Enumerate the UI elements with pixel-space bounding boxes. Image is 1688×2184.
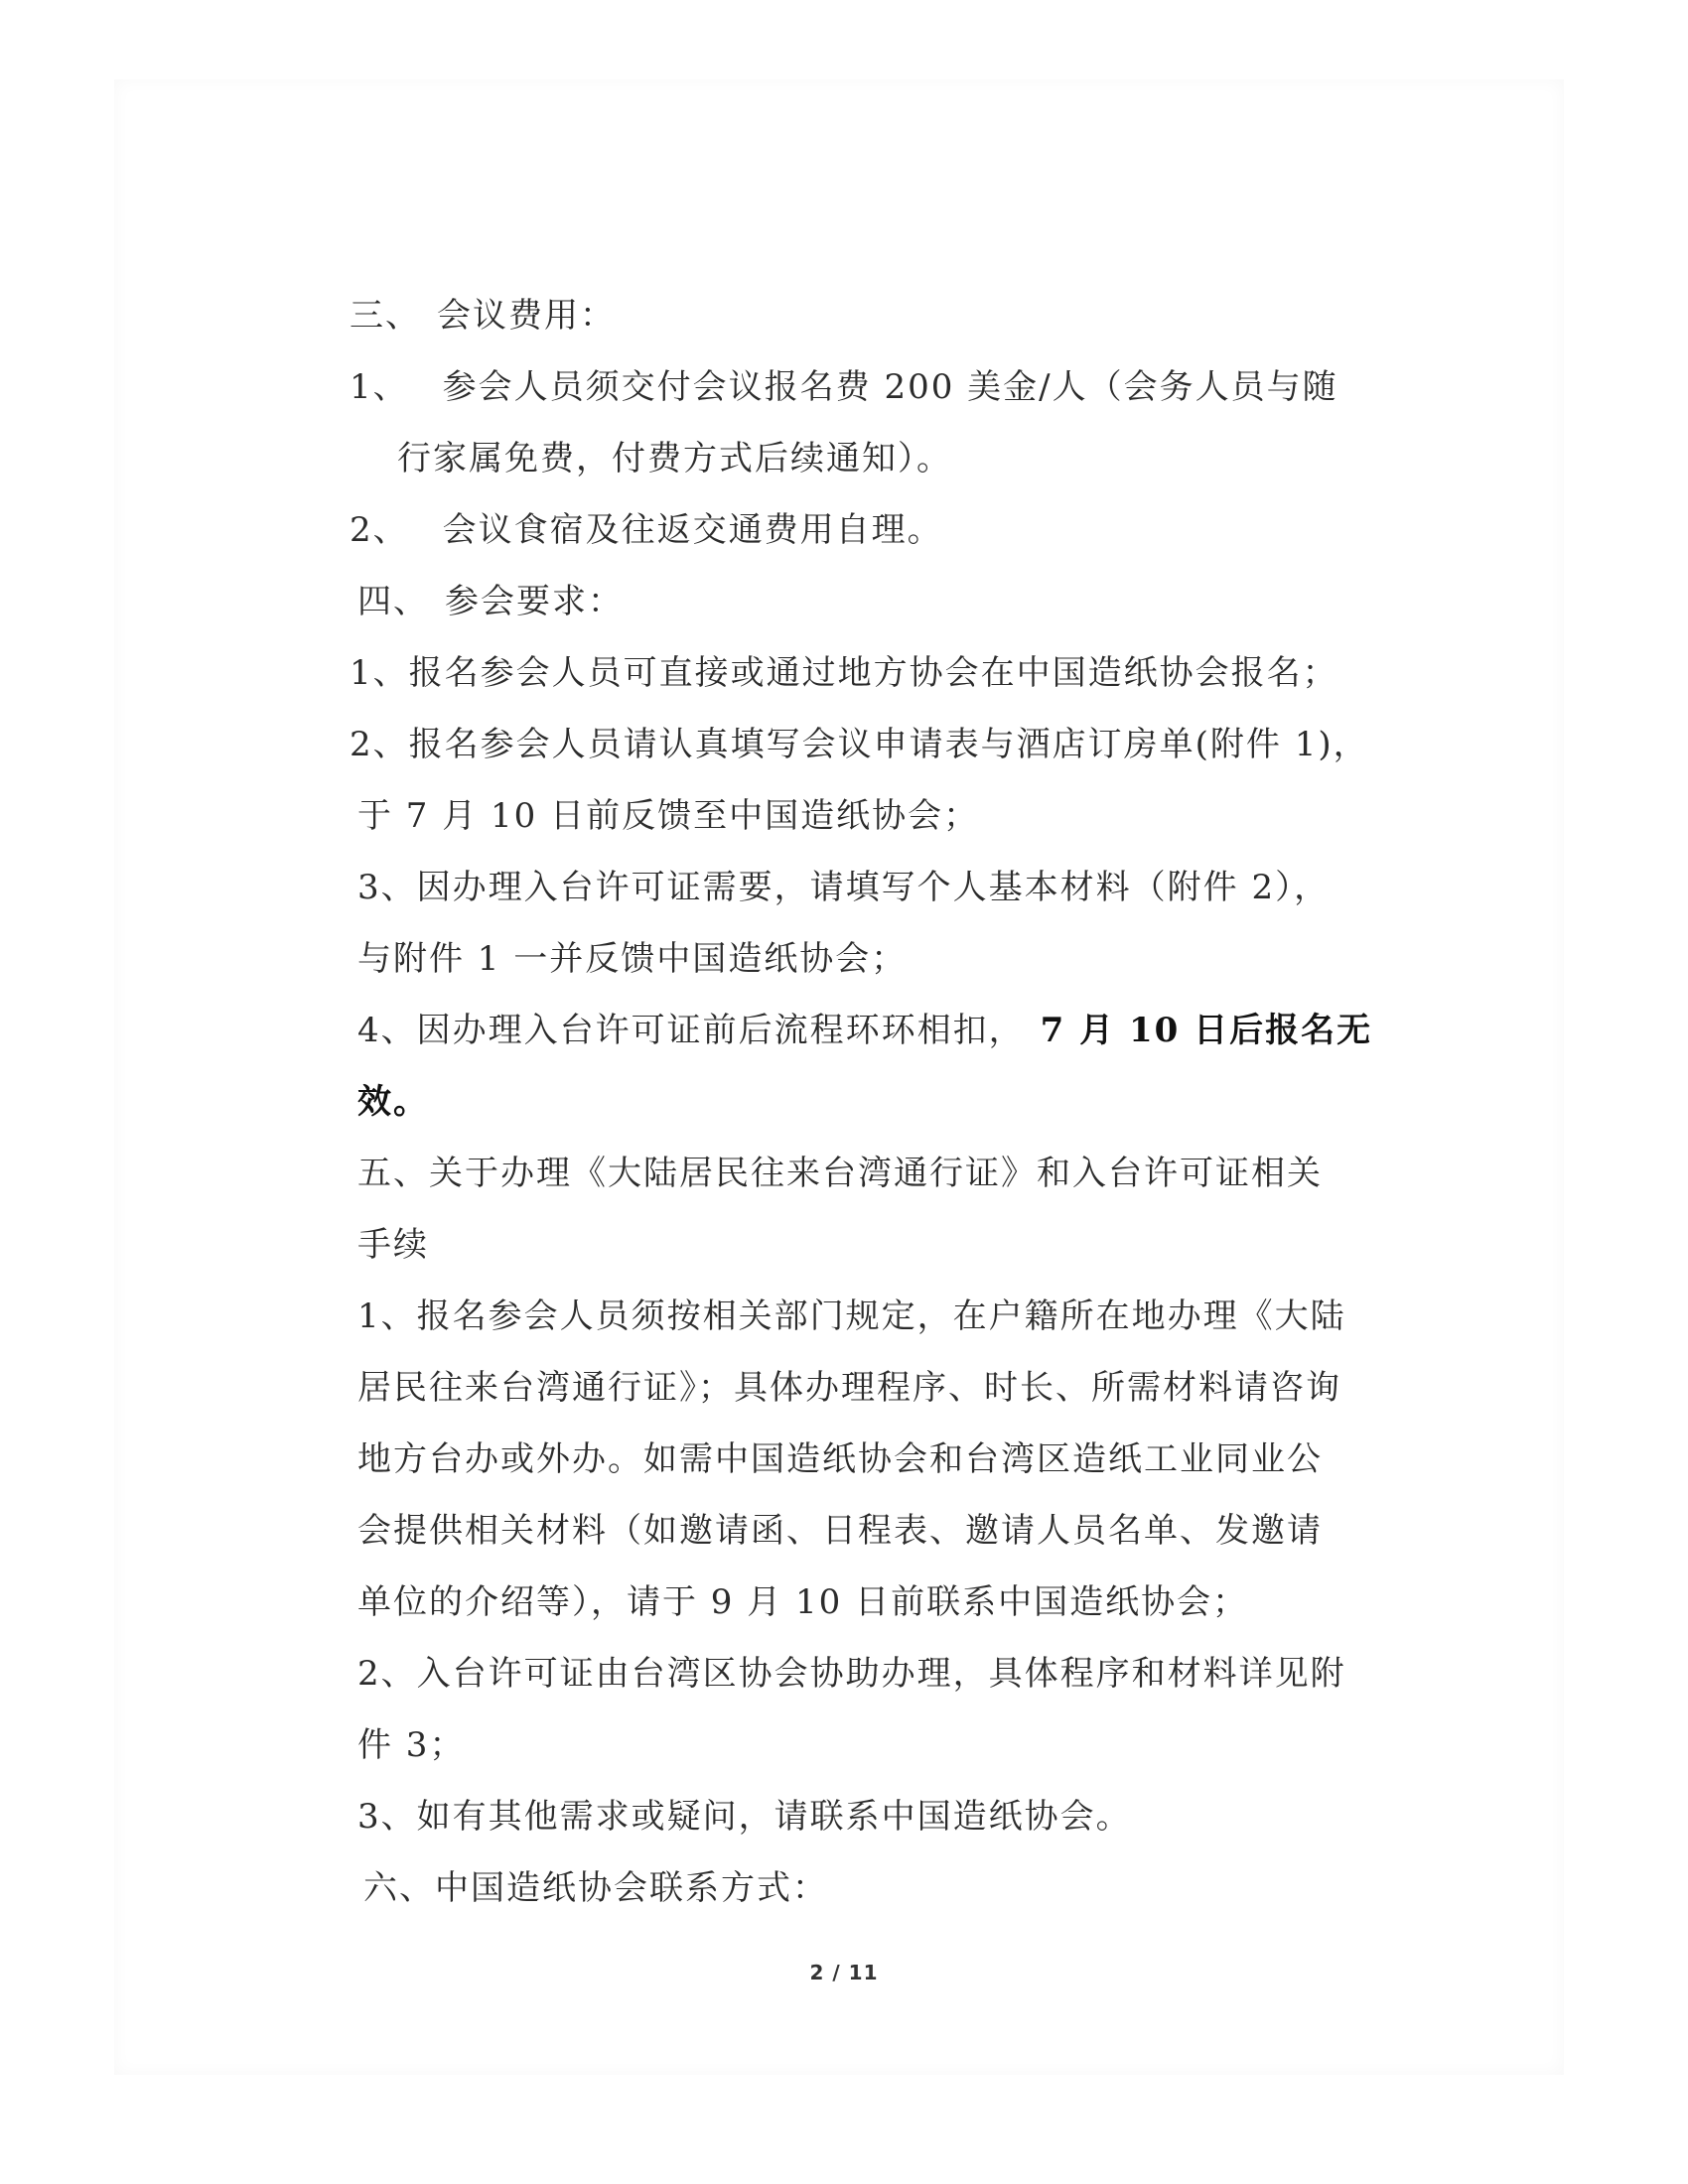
section5-heading-line2: 手续 [357, 1225, 429, 1265]
section5-heading-line1: 五、关于办理《大陆居民往来台湾通行证》和入台许可证相关 [357, 1154, 1323, 1193]
section3-item2-number: 2、 [350, 510, 409, 550]
section5-item1-line4: 会提供相关材料（如邀请函、日程表、邀请人员名单、发邀请 [357, 1511, 1323, 1551]
section5-item3: 3、如有其他需求或疑问，请联系中国造纸协会。 [357, 1797, 1132, 1837]
section3-title: 会议费用： [437, 296, 616, 336]
section4-item4-line2: 效。 [357, 1082, 429, 1122]
section3-item1-line1 [350, 351, 1372, 423]
section5-item2-line2: 件 3； [357, 1725, 466, 1765]
section3-item2 [350, 494, 1372, 566]
section6-heading: 六、中国造纸协会联系方式： [363, 1868, 828, 1908]
section4-number: 四、 [357, 582, 429, 621]
page-number: 2 / 11 [809, 1961, 879, 1984]
section4-item3-line2: 与附件 1 一并反馈中国造纸协会； [357, 939, 908, 979]
section5-item1-line2: 居民往来台湾通行证》；具体办理程序、时长、所需材料请咨询 [357, 1368, 1341, 1408]
section4-heading [350, 566, 1372, 637]
section4-item4-deadline-emphasis: 7 月 10 日后报名无 [1040, 1011, 1373, 1050]
section4-item3-line1: 3、因办理入台许可证需要，请填写个人基本材料（附件 2）， [357, 868, 1331, 907]
section5-item2-line1: 2、入台许可证由台湾区协会协助办理，具体程序和材料详见附 [357, 1654, 1346, 1694]
section3-number: 三、 [350, 296, 421, 336]
section4-item4-line1 [350, 995, 1372, 1066]
section3-item1-text: 参会人员须交付会议报名费 200 美金/人（会务人员与随 [442, 367, 1338, 407]
document-body [350, 280, 1372, 1924]
section5-item1-line3: 地方台办或外办。如需中国造纸协会和台湾区造纸工业同业公 [357, 1439, 1323, 1479]
section4-item1: 1、报名参会人员可直接或通过地方协会在中国造纸协会报名； [350, 653, 1338, 693]
section3-item1-number: 1、 [350, 367, 409, 407]
section5-item1-line5: 单位的介绍等），请于 9 月 10 日前联系中国造纸协会； [357, 1582, 1249, 1622]
section5-item1-line1: 1、报名参会人员须按相关部门规定，在户籍所在地办理《大陆 [357, 1297, 1346, 1336]
section4-item4-text: 4、因办理入台许可证前后流程环环相扣， [357, 1011, 1025, 1050]
section4-item2-line2: 于 7 月 10 日前反馈至中国造纸协会； [357, 796, 980, 836]
section4-item2-line1: 2、报名参会人员请认真填写会议申请表与酒店订房单(附件 1)， [350, 725, 1369, 764]
section3-item2-text: 会议食宿及往返交通费用自理。 [442, 510, 943, 550]
section3-item1-line2: 行家属免费，付费方式后续通知）。 [397, 439, 952, 478]
section3-heading [350, 280, 1372, 351]
section4-title: 参会要求： [445, 582, 624, 621]
